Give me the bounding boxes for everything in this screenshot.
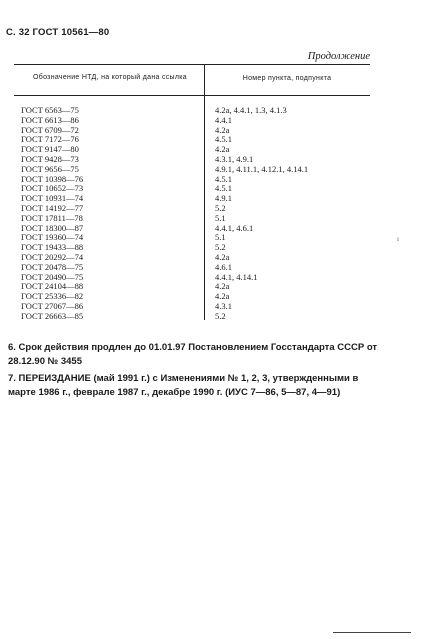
standard-designation: ГОСТ 27067—86 [21, 300, 84, 311]
note-reissue: 7. ПЕРЕИЗДАНИЕ (май 1991 г.) с Изменениями № 1, 2, 3, утвержденными в марте 1986 г., феврале 1987 г., декабре 1990 г. (ИУС 7—86, 5—87, 4—91) [8, 373, 359, 398]
standard-designation: ГОСТ 20478—75 [21, 261, 84, 272]
page-header: С. 32 ГОСТ 10561—80 [6, 27, 110, 38]
table-column-divider [204, 64, 205, 320]
clause-numbers: 4.4.1, 4.14.1 [215, 271, 258, 282]
margin-mark: ı [397, 235, 399, 243]
note-validity: 6. Срок действия продлен до 01.01.97 Постановлением Госстандарта СССР от 28.12.90 № 3455 [8, 342, 378, 367]
clause-numbers: 4.5.1 [215, 134, 232, 145]
column-header-document: Обозначение НТД, на который дана ссылка [33, 74, 187, 81]
clause-numbers: 4.5.1 [215, 173, 232, 184]
standard-designation: ГОСТ 24104—88 [21, 281, 84, 292]
clause-numbers: 4.2а [215, 144, 230, 155]
clause-numbers: 4.4.1, 4.6.1 [215, 222, 254, 233]
standard-designation: ГОСТ 9428—73 [21, 153, 79, 164]
standard-designation: ГОСТ 25336—82 [21, 291, 84, 302]
clause-numbers: 5.1 [215, 212, 226, 223]
clause-numbers: 4.5.1 [215, 183, 232, 194]
clause-numbers: 4.2а [215, 281, 230, 292]
clause-numbers: 4.4.1 [215, 114, 232, 125]
standard-designation: ГОСТ 19360—74 [21, 232, 84, 243]
standard-designation: ГОСТ 9147—80 [21, 144, 79, 155]
clause-numbers: 4.3.1, 4.9.1 [215, 153, 254, 164]
clause-numbers: 5.2 [215, 310, 226, 321]
standard-designation: ГОСТ 6709—72 [21, 124, 79, 135]
clause-numbers: 5.2 [215, 242, 226, 253]
standard-designation: ГОСТ 20490—75 [21, 271, 84, 282]
standard-designation: ГОСТ 10398—76 [21, 173, 84, 184]
clause-numbers: 4.2а, 4.4.1, 1.3, 4.1.3 [215, 105, 287, 115]
clause-numbers: 4.3.1 [215, 300, 232, 311]
standard-designation: ГОСТ 18300—87 [21, 222, 84, 233]
clause-numbers: 4.6.1 [215, 261, 232, 272]
standard-designation: ГОСТ 19433—88 [21, 242, 84, 253]
table-top-rule [14, 64, 370, 65]
clause-numbers: 5.2 [215, 202, 226, 213]
bottom-rule [333, 632, 411, 633]
standard-designation: ГОСТ 14192—77 [21, 202, 84, 213]
clause-numbers: 5.1 [215, 232, 226, 243]
clause-numbers: 4.2а [215, 251, 230, 262]
table-header-rule [14, 95, 370, 96]
clause-numbers: 4.9.1 [215, 193, 232, 204]
column-header-clause: Номер пункта, подпункта [242, 75, 332, 82]
standard-designation: ГОСТ 17811—78 [21, 212, 83, 223]
standard-designation: ГОСТ 26663—85 [21, 310, 84, 321]
continuation-label: Продолжение [307, 51, 370, 62]
clause-numbers: 4.9.1, 4.11.1, 4.12.1, 4.14.1 [215, 163, 309, 174]
standard-designation: ГОСТ 10652—73 [21, 183, 84, 194]
standard-designation: ГОСТ 6613—86 [21, 114, 79, 125]
clause-numbers: 4.2а [215, 291, 230, 302]
standard-designation: ГОСТ 20292—74 [21, 251, 84, 262]
standard-designation: ГОСТ 6563—75 [21, 105, 79, 115]
clause-numbers: 4.2а [215, 124, 230, 135]
standard-designation: ГОСТ 7172—76 [21, 134, 79, 145]
standard-designation: ГОСТ 10931—74 [21, 193, 84, 204]
standard-designation: ГОСТ 9656—75 [21, 163, 79, 174]
